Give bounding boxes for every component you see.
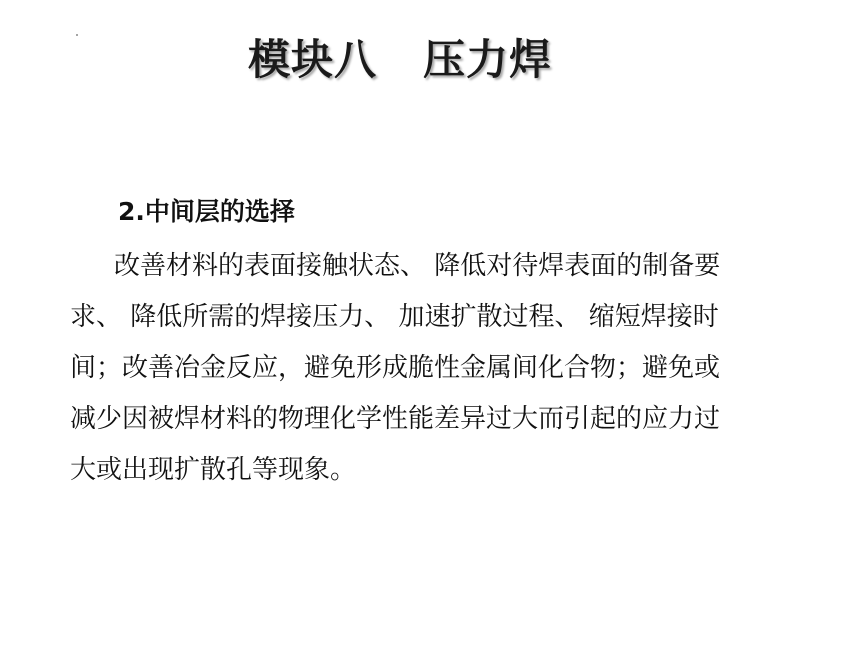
slide-title: [0, 30, 800, 90]
paragraph-line: 求、 降低所需的焊接压力、 加速扩散过程、 缩短焊接时: [70, 302, 719, 332]
paragraph-line: 间；改善冶金反应，避免形成脆性金属间化合物；避免或: [70, 353, 721, 383]
paragraph-line: 大或出现扩散孔等现象。: [70, 455, 357, 485]
paragraph-line: 减少因被焊材料的物理化学性能差异过大而引起的应力过: [70, 404, 721, 434]
body-paragraph: [70, 241, 795, 496]
paragraph-line: 改善材料的表面接触状态、 降低对待焊表面的制备要: [114, 251, 721, 281]
section-heading: 2.中间层的选择: [118, 197, 295, 226]
title-module: 模块八: [247, 35, 377, 84]
title-topic: 压力焊: [423, 35, 553, 84]
